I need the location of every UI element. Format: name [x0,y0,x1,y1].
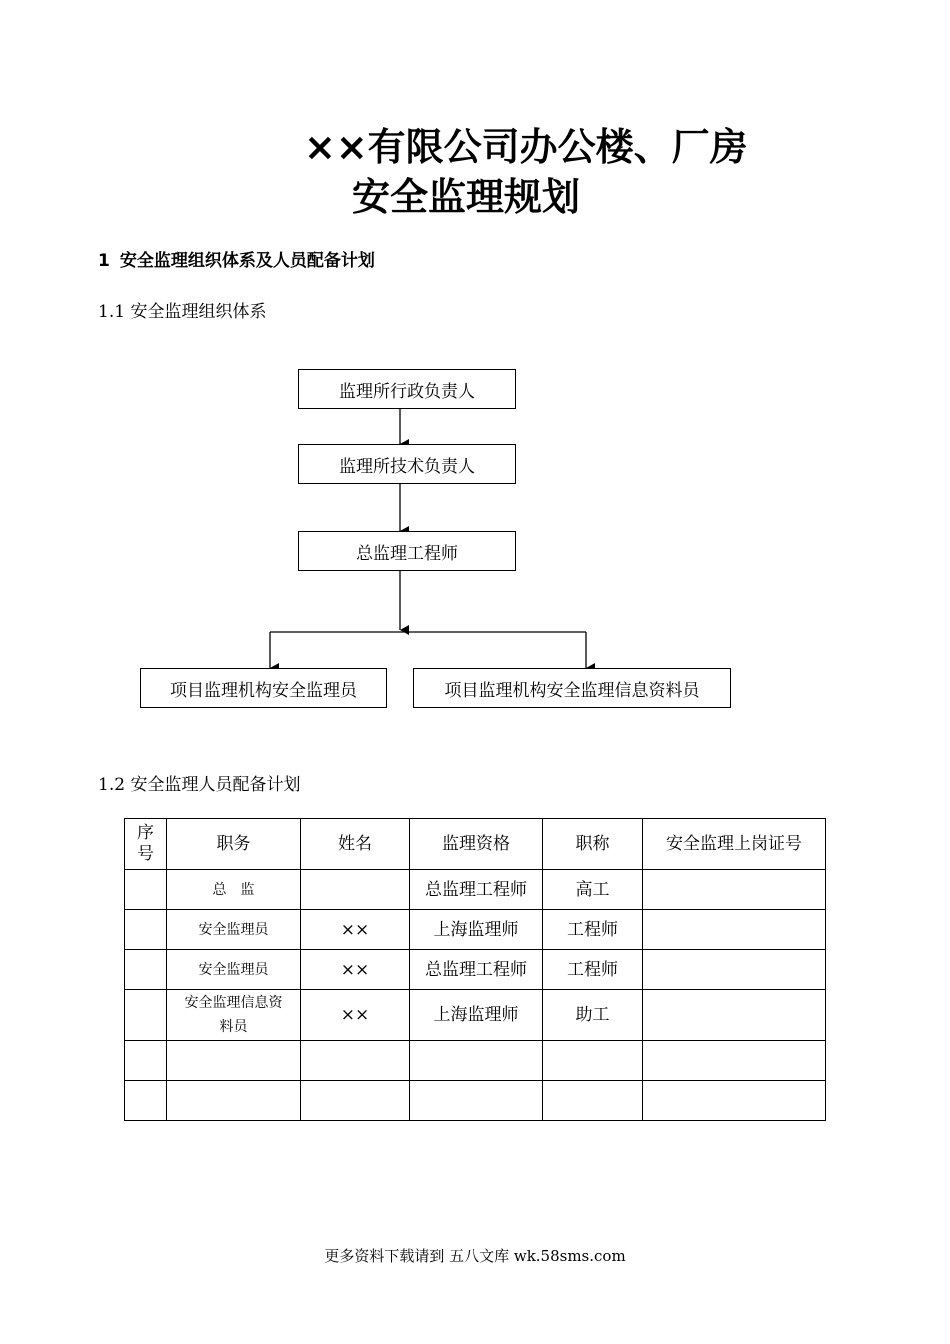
cell-index [125,870,167,910]
header-qualification: 监理资格 [410,819,543,870]
cell-certificate [643,1081,826,1121]
cell-name [301,1081,410,1121]
document-title-line-2: 安全监理规划 [352,175,581,219]
org-node-records-officer: 项目监理机构安全监理信息资料员 [413,668,731,708]
table-row [125,870,826,910]
cell-certificate [643,990,826,1041]
table-header-row [125,819,826,870]
header-position: 职务 [167,819,301,870]
org-node-chief-engineer: 总监理工程师 [298,531,516,571]
cell-index [125,950,167,990]
cell-certificate [643,870,826,910]
header-name: 姓名 [301,819,410,870]
staff-plan-table [124,818,826,1121]
cell-name [301,1041,410,1081]
cell-title: 工程师 [543,910,643,950]
cell-qualification [410,1041,543,1081]
header-certificate: 安全监理上岗证号 [643,819,826,870]
cell-certificate [643,950,826,990]
cell-title [543,1081,643,1121]
cell-qualification: 总监理工程师 [410,870,543,910]
cell-index [125,990,167,1041]
org-node-admin-head: 监理所行政负责人 [298,369,516,409]
cell-position: 安全监理员 [167,950,301,990]
cell-position: 安全监理信息资料员 [167,990,301,1041]
cell-qualification: 总监理工程师 [410,950,543,990]
table-row [125,990,826,1041]
cell-qualification: 上海监理师 [410,910,543,950]
section-1-2-heading: 1.2 安全监理人员配备计划 [98,775,301,795]
cell-qualification: 上海监理师 [410,990,543,1041]
table-row [125,950,826,990]
section-1-1-heading: 1.1 安全监理组织体系 [98,302,267,322]
table-row [125,910,826,950]
table-row [125,1041,826,1081]
cell-title: 高工 [543,870,643,910]
cell-index [125,1041,167,1081]
table-row [125,1081,826,1121]
org-node-technical-head: 监理所技术负责人 [298,444,516,484]
cell-index [125,910,167,950]
header-index: 序号 [125,819,167,870]
cell-index [125,1081,167,1121]
cell-title: 助工 [543,990,643,1041]
cell-certificate [643,910,826,950]
cell-title [543,1041,643,1081]
cell-name: ×× [301,990,410,1041]
section-1-number: 1 [98,251,110,271]
cell-name: ×× [301,910,410,950]
cell-title: 工程师 [543,950,643,990]
cell-name [301,870,410,910]
document-title-line-1: ××有限公司办公楼、厂房 [304,125,748,169]
cell-position [167,1041,301,1081]
cell-qualification [410,1081,543,1121]
cell-position: 总 监 [167,870,301,910]
header-title: 职称 [543,819,643,870]
cell-position [167,1081,301,1121]
page-footer: 更多资料下载请到 五八文库 wk.58sms.com [324,1247,626,1265]
cell-position: 安全监理员 [167,910,301,950]
org-node-safety-officer: 项目监理机构安全监理员 [140,668,387,708]
cell-name: ×× [301,950,410,990]
section-1-title: 安全监理组织体系及人员配备计划 [119,251,375,271]
cell-certificate [643,1041,826,1081]
